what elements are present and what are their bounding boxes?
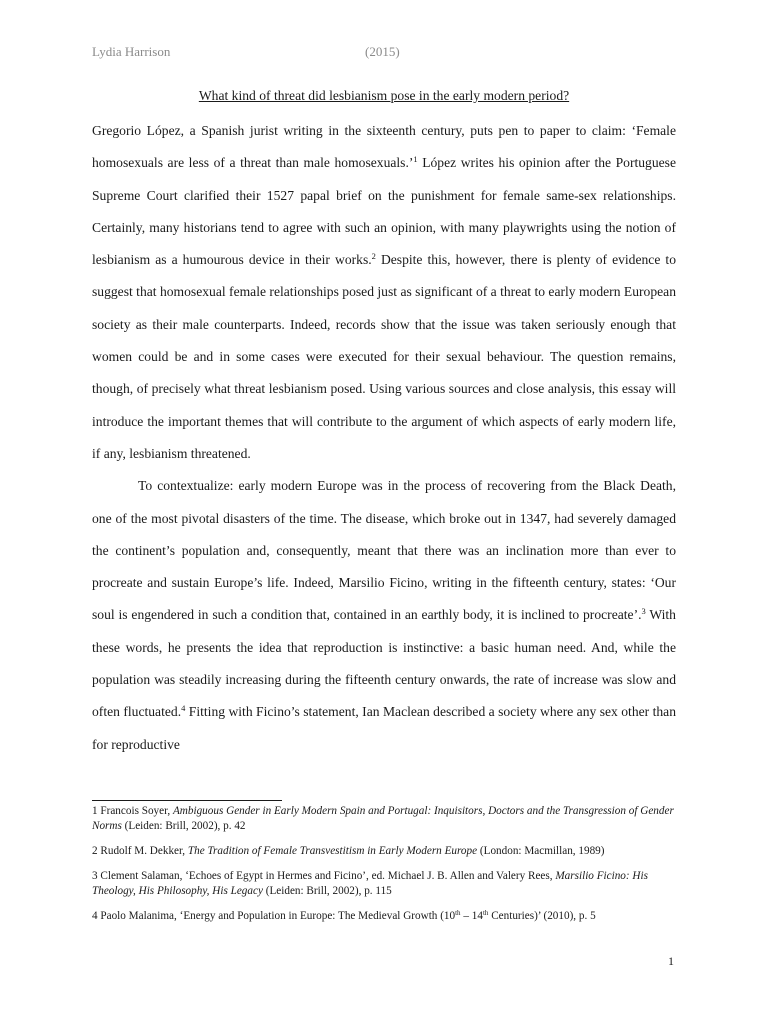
footnote-1-work-title: Ambiguous Gender in Early Modern Spain and Portugal: Inquisitors, Doctors and the Transgression of Gender Norms	[92, 805, 674, 832]
paragraph-1-text-c: Despite this, however, there is plenty of evidence to suggest that homosexual female relationships posed just as significant of a threat to early modern European society as their male counterparts. Indeed, records show that the issue was taken seriously enough that women could be and in some cases were executed for their sexual behaviour. The question remains, though, of precisely what threat lesbianism posed. Using various sources and close analysis, this essay will introduce the important themes that will contribute to the argument of which aspects of early modern life, if any, lesbianism threatened.	[92, 252, 677, 461]
footnote-2-publication: (London: Macmillan, 1989)	[477, 845, 605, 857]
footnote-2	[92, 844, 676, 859]
footnote-4	[92, 909, 676, 924]
footnote-3-author: 3 Clement Salaman, ‘Echoes of Egypt in Hermes and Ficino’, ed. Michael J. B. Allen and Valery Rees,	[92, 870, 556, 882]
footnote-3-publication: (Leiden: Brill, 2002), p. 115	[262, 885, 392, 897]
paragraph-2-text-b: With these words, he presents the idea that reproduction is instinctive: a basic human need. And, while the population was steadily increasing during the fifteenth century onwards, the rate of increase was slow and often fluctuated.	[92, 607, 676, 720]
paragraph-2-text-c: Fitting with Ficino’s statement, Ian Maclean described a society where any sex other than for reproductive	[92, 704, 677, 752]
paragraph-1	[92, 115, 676, 470]
footnote-3	[92, 869, 676, 899]
footnote-2-author: 2 Rudolf M. Dekker,	[92, 845, 188, 857]
footnote-1-publication: (Leiden: Brill, 2002), p. 42	[121, 820, 246, 832]
footnote-1	[92, 804, 676, 834]
header-year: (2015)	[365, 44, 400, 59]
footnote-1-author: 1 Francois Soyer,	[92, 805, 173, 817]
footnote-3-work-title: Marsilio Ficino: His Theology, His Philosophy, His Legacy	[92, 870, 648, 897]
paragraph-2	[92, 470, 676, 761]
footnote-ref-3[interactable]: 3	[641, 606, 646, 617]
footnote-ref-1[interactable]: 1	[413, 154, 418, 165]
footnote-2-work-title: The Tradition of Female Transvestitism in Early Modern Europe	[187, 845, 478, 857]
paragraph-2-text-a: To contextualize: early modern Europe was in the process of recovering from the Black Death, one of the most pivotal disasters of the time. The disease, which broke out in 1347, had severely damaged the continent’s population and, consequently, meant that there was an inclination more than ever to procreate and sustain Europe’s life. Indeed, Marsilio Ficino, writing in the fifteenth century, states: ‘Our soul is engendered in such a condition that, contained in an earthly body, it is inclined to procreate’.	[92, 478, 676, 623]
footnote-4-author: 4 Paolo Malanima, ‘Energy and Population in Europe: The Medieval Growth (10	[92, 910, 456, 922]
footnote-4-ordinal-1: th	[455, 909, 461, 917]
footnote-4-publication: Centuries)’ (2010), p. 5	[488, 910, 596, 922]
page-number: 1	[668, 954, 674, 968]
paragraph-1-text-b: López writes his opinion after the Portuguese Supreme Court clarified their 1527 papal brief on the punishment for female same-sex relationships. Certainly, many historians tend to agree with such an opinion, with many playwrights using the notion of lesbianism as a humourous device in their works.	[92, 155, 677, 268]
paragraph-1-text-a: Gregorio López, a Spanish jurist writing in the sixteenth century, puts pen to paper to claim: ‘Female homosexuals are less of a threat than male homosexuals.’	[92, 123, 676, 171]
footnote-4-range: – 14	[460, 910, 483, 922]
essay-title: What kind of threat did lesbianism pose in the early modern period?	[198, 88, 570, 103]
footnote-separator	[92, 800, 282, 801]
footnote-4-ordinal-2: th	[482, 909, 489, 917]
footnotes	[92, 804, 676, 934]
essay-body	[92, 115, 676, 761]
footnote-ref-2[interactable]: 2	[371, 251, 376, 262]
footnote-ref-4[interactable]: 4	[181, 703, 186, 714]
header-author: Lydia Harrison	[92, 44, 171, 59]
